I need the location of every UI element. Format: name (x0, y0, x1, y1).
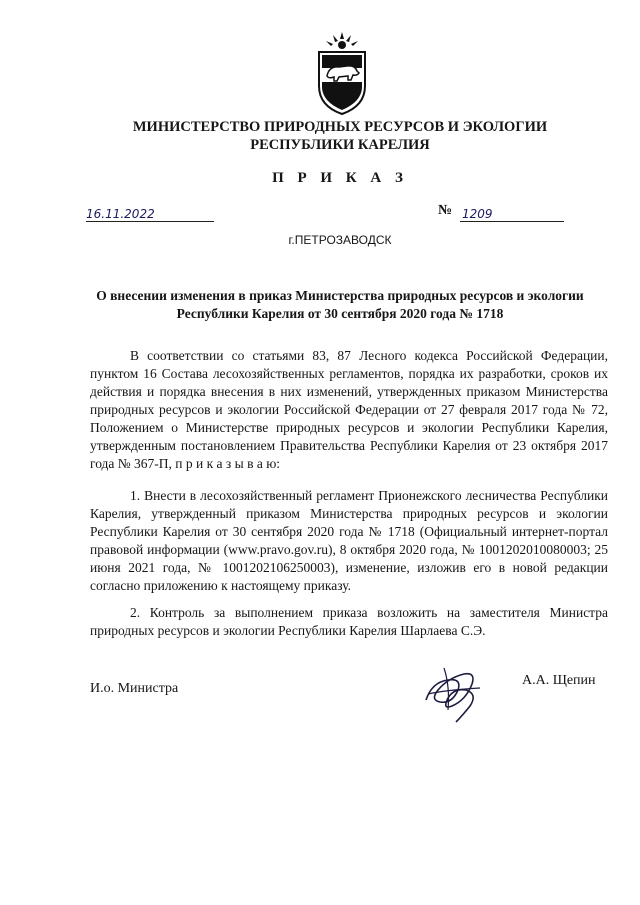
item-2-paragraph (90, 604, 608, 640)
order-title: П Р И К А З (272, 170, 408, 186)
order-date: 16.11.2022 (86, 207, 155, 221)
item-1-paragraph (90, 487, 608, 595)
handwritten-signature-icon (418, 660, 488, 724)
ministry-name-line2: РЕСПУБЛИКИ КАРЕЛИЯ (250, 137, 430, 153)
city: г.ПЕТРОЗАВОДСК (288, 233, 392, 247)
date-field (86, 203, 214, 222)
number-sign: № (438, 203, 453, 218)
order-number: 1209 (462, 207, 493, 221)
signatory-role: И.о. Министра (90, 681, 179, 696)
ministry-name-line1: МИНИСТЕРСТВО ПРИРОДНЫХ РЕСУРСОВ И ЭКОЛОГИИ (132, 119, 548, 135)
preamble-paragraph (90, 347, 608, 473)
item-1-text: 1. Внести в лесохозяйственный регламент Прионежского лесничества Республики Карелия, утвержденный приказом Министерства природных ресурсов и экологии Республики Карелия от 30 сентября 2020 года № 1718 (Официальный интернет-портал правовой информации (www.pravo.gov.ru), 8 октября 2020 года, № 1001202010080003; 25 июня 2021 года, № 1001202106250003), изменение, изложив его в новой редакции согласно приложению к настоящему приказу. (90, 488, 608, 593)
order-subject: О внесении изменения в приказ Министерства природных ресурсов и экологии Республики Карелия от 30 сентября 2020 года № 1718 (96, 288, 584, 321)
signatory-name: А.А. Щепин (522, 673, 596, 688)
item-2-text: 2. Контроль за выполнением приказа возложить на заместителя Министра природных ресурсов и экологии Республики Карелия Шарлаева С.Э. (90, 605, 608, 638)
preamble-text: В соответствии со статьями 83, 87 Лесного кодекса Российской Федерации, пунктом 16 Состава лесохозяйственных регламентов, порядка их разработки, сроков их действия и порядка внесения в них изменений, утвержденных приказом Министерства природных ресурсов и экологии Российской Федерации от 27 февраля 2017 года № 72, Положением о Министерстве природных ресурсов и экологии Республики Карелия, утвержденным постановлением Правительства Республики Карелия от 23 октября 2017 года № 367-П, п р и к а з ы в а ю: (90, 348, 608, 471)
number-field (460, 203, 564, 222)
karelia-coat-of-arms-icon (313, 30, 371, 116)
